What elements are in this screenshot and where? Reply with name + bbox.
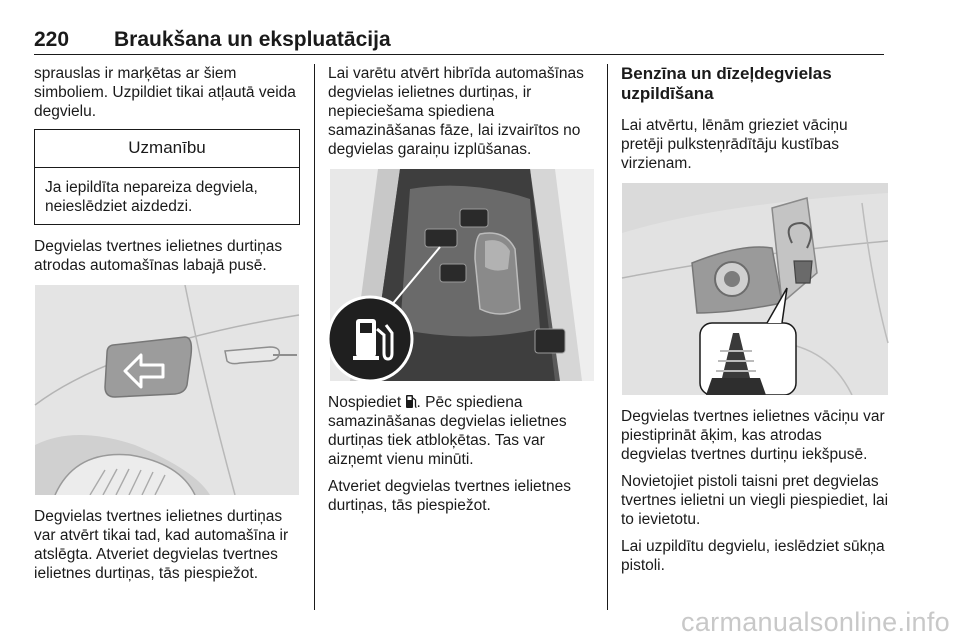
- page-number: 220: [34, 28, 70, 51]
- warning-box: [34, 129, 300, 225]
- fuel-door-illustration: [34, 285, 300, 495]
- fuel-filler-illustration: [621, 183, 889, 395]
- column-divider: [314, 64, 315, 610]
- press-text-end: . Pēc spiediena samazināšanas degvielas ielietnes durtiņas tiek atbloķētas. Tas var aizņemt vienu minūti.: [328, 394, 567, 468]
- fuel-pump-icon: [406, 394, 417, 409]
- watermark: carmanualsonline.info: [681, 607, 950, 637]
- locked-paragraph: Degvielas tvertnes ielietnes durtiņas var atvērt tikai tad, kad automašīna ir atslēgta. Atveriet degvielas tvertnes ielietnes durtiņas, tās piespiežot.: [34, 508, 289, 582]
- column-right: [621, 64, 889, 583]
- open-paragraph: Atveriet degvielas tvertnes ielietnes durtiņas, tās piespiežot.: [328, 478, 571, 514]
- hook-paragraph: Degvielas tvertnes ielietnes vāciņu var piestiprināt āķim, kas atrodas degvielas tvertnes durtiņu iekšpusē.: [621, 408, 885, 463]
- warning-title: Uzmanību: [35, 130, 299, 168]
- nozzle-paragraph: Novietojiet pistoli taisni pret degvielas tvertnes ielietni un viegli piespiediet, lai to ievietotu.: [621, 473, 889, 528]
- page-header: [34, 28, 884, 55]
- location-paragraph: Degvielas tvertnes ielietnes durtiņas atrodas automašīnas labajā pusē.: [34, 238, 283, 274]
- column-left: [34, 64, 300, 591]
- column-middle: [328, 64, 596, 523]
- hybrid-paragraph: Lai varētu atvērt hibrīda automašīnas degvielas ielietnes durtiņas, ir nepieciešama spiediena samazināšanas fāze, lai izvairītos no degvielas garaiņu izplūšanas.: [328, 65, 584, 158]
- intro-paragraph: sprauslas ir marķētas ar šiem simboliem. Uzpildiet tikai atļautā veida degvielu.: [34, 65, 296, 120]
- warning-text: Ja iepildīta nepareiza degviela, neieslēdziet aizdedzi.: [45, 179, 258, 215]
- fuel-paragraph: Lai uzpildītu degvielu, ieslēdziet sūkņa pistoli.: [621, 538, 885, 574]
- cap-paragraph: Lai atvērtu, lēnām grieziet vāciņu pretēji pulksteņrādītāju kustības virzienam.: [621, 117, 848, 172]
- press-paragraph: [328, 393, 596, 469]
- center-console-illustration: [328, 169, 596, 381]
- press-text-start: Nospiediet: [328, 394, 406, 411]
- section-title: Braukšana un ekspluatācija: [114, 28, 391, 51]
- refuel-heading: Benzīna un dīzeļdegvielas uzpildīšana: [621, 64, 832, 103]
- column-divider: [607, 64, 608, 610]
